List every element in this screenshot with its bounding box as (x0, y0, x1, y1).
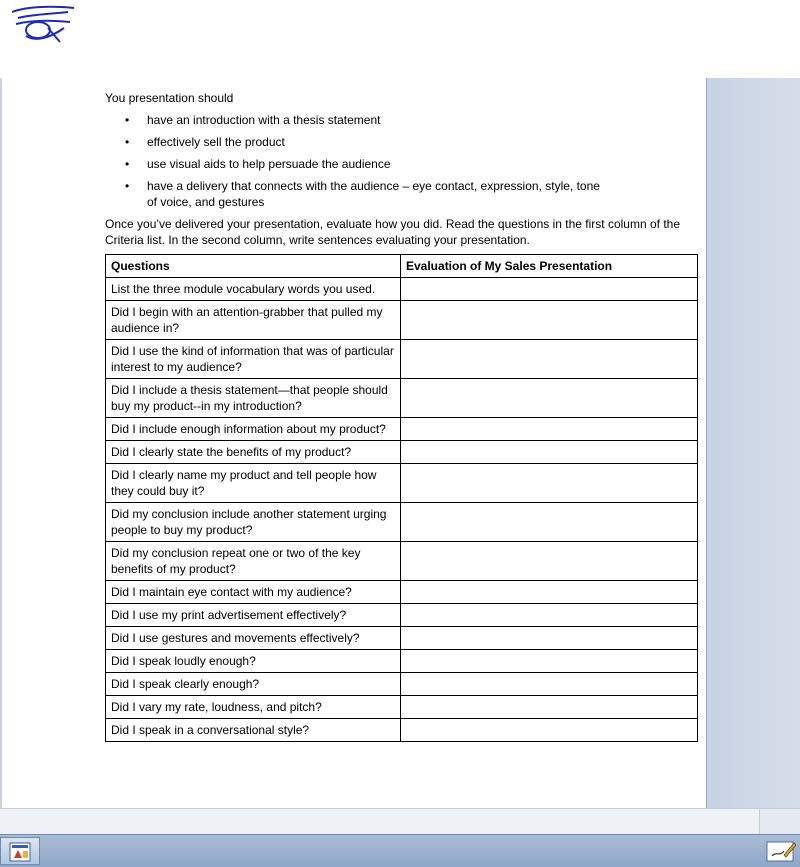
table-row (106, 441, 698, 464)
pen-icon[interactable] (766, 839, 796, 863)
question-cell: Did I include a thesis statement—that people should buy my product--in my introduction? (106, 379, 401, 418)
evaluation-cell[interactable] (401, 301, 698, 340)
scroll-area[interactable] (708, 78, 800, 808)
bullet-icon: • (125, 157, 130, 171)
document-page[interactable] (2, 78, 707, 808)
table-row (106, 719, 698, 742)
question-cell: Did I speak in a conversational style? (106, 719, 401, 742)
question-cell: Did I begin with an attention-grabber that pulled my audience in? (106, 301, 401, 340)
instructions-text: Once you’ve delivered your presentation, evaluate how you did. Read the questions in the first column of the Criteria list. In the second column, write sentences evaluating your presentation. (105, 217, 681, 247)
table-row (106, 542, 698, 581)
status-bar (0, 808, 800, 835)
question-cell: Did I include enough information about my product? (106, 418, 401, 441)
question-cell: Did I speak clearly enough? (106, 673, 401, 696)
evaluation-cell[interactable] (401, 464, 698, 503)
app-icon (9, 842, 31, 862)
table-row (106, 696, 698, 719)
table-row (106, 673, 698, 696)
question-cell: Did my conclusion include another statement urging people to buy my product? (106, 503, 401, 542)
table-row (106, 604, 698, 627)
handwritten-scribble-icon (8, 2, 78, 46)
evaluation-cell[interactable] (401, 340, 698, 379)
question-cell: Did I use gestures and movements effectively? (106, 627, 401, 650)
bullet-item: • have a delivery that connects with the audience – eye contact, expression, style, tone of voice, and gestures (125, 179, 600, 209)
bullet-item: • have an introduction with a thesis statement (125, 113, 381, 127)
evaluation-cell[interactable] (401, 278, 698, 301)
evaluation-cell[interactable] (401, 503, 698, 542)
intro-text: You presentation should (105, 91, 234, 105)
table-row (106, 503, 698, 542)
table-row (106, 418, 698, 441)
question-cell: Did I use the kind of information that was of particular interest to my audience? (106, 340, 401, 379)
app-button[interactable] (0, 837, 40, 865)
table-row (106, 650, 698, 673)
question-cell: Did I use my print advertisement effectively? (106, 604, 401, 627)
table-header-row (106, 255, 698, 278)
criteria-table (105, 254, 698, 742)
evaluation-cell[interactable] (401, 627, 698, 650)
question-cell: List the three module vocabulary words you used. (106, 278, 401, 301)
evaluation-cell[interactable] (401, 719, 698, 742)
bullet-item: • use visual aids to help persuade the audience (125, 157, 391, 171)
header-questions: Questions (106, 255, 401, 278)
table-row (106, 301, 698, 340)
evaluation-cell[interactable] (401, 581, 698, 604)
evaluation-cell[interactable] (401, 418, 698, 441)
table-row (106, 464, 698, 503)
bullet-icon: • (125, 113, 130, 127)
taskbar (0, 834, 800, 867)
table-row (106, 278, 698, 301)
table-row (106, 581, 698, 604)
table-row (106, 379, 698, 418)
table-row (106, 340, 698, 379)
evaluation-cell[interactable] (401, 604, 698, 627)
evaluation-cell[interactable] (401, 542, 698, 581)
bullet-icon: • (125, 179, 130, 193)
bullet-list (105, 112, 703, 210)
evaluation-cell[interactable] (401, 441, 698, 464)
resize-grip[interactable] (759, 809, 800, 835)
document-content (105, 90, 703, 742)
evaluation-cell[interactable] (401, 650, 698, 673)
question-cell: Did I clearly state the benefits of my product? (106, 441, 401, 464)
evaluation-cell[interactable] (401, 696, 698, 719)
evaluation-cell[interactable] (401, 673, 698, 696)
bullet-icon: • (125, 135, 130, 149)
evaluation-cell[interactable] (401, 379, 698, 418)
question-cell: Did I vary my rate, loudness, and pitch? (106, 696, 401, 719)
document-workspace[interactable] (0, 78, 800, 808)
ink-sketch-area (0, 0, 800, 78)
bullet-item: • effectively sell the product (125, 135, 285, 149)
header-evaluation: Evaluation of My Sales Presentation (401, 255, 698, 278)
question-cell: Did I clearly name my product and tell people how they could buy it? (106, 464, 401, 503)
question-cell: Did I speak loudly enough? (106, 650, 401, 673)
question-cell: Did my conclusion repeat one or two of the key benefits of my product? (106, 542, 401, 581)
table-row (106, 627, 698, 650)
question-cell: Did I maintain eye contact with my audience? (106, 581, 401, 604)
